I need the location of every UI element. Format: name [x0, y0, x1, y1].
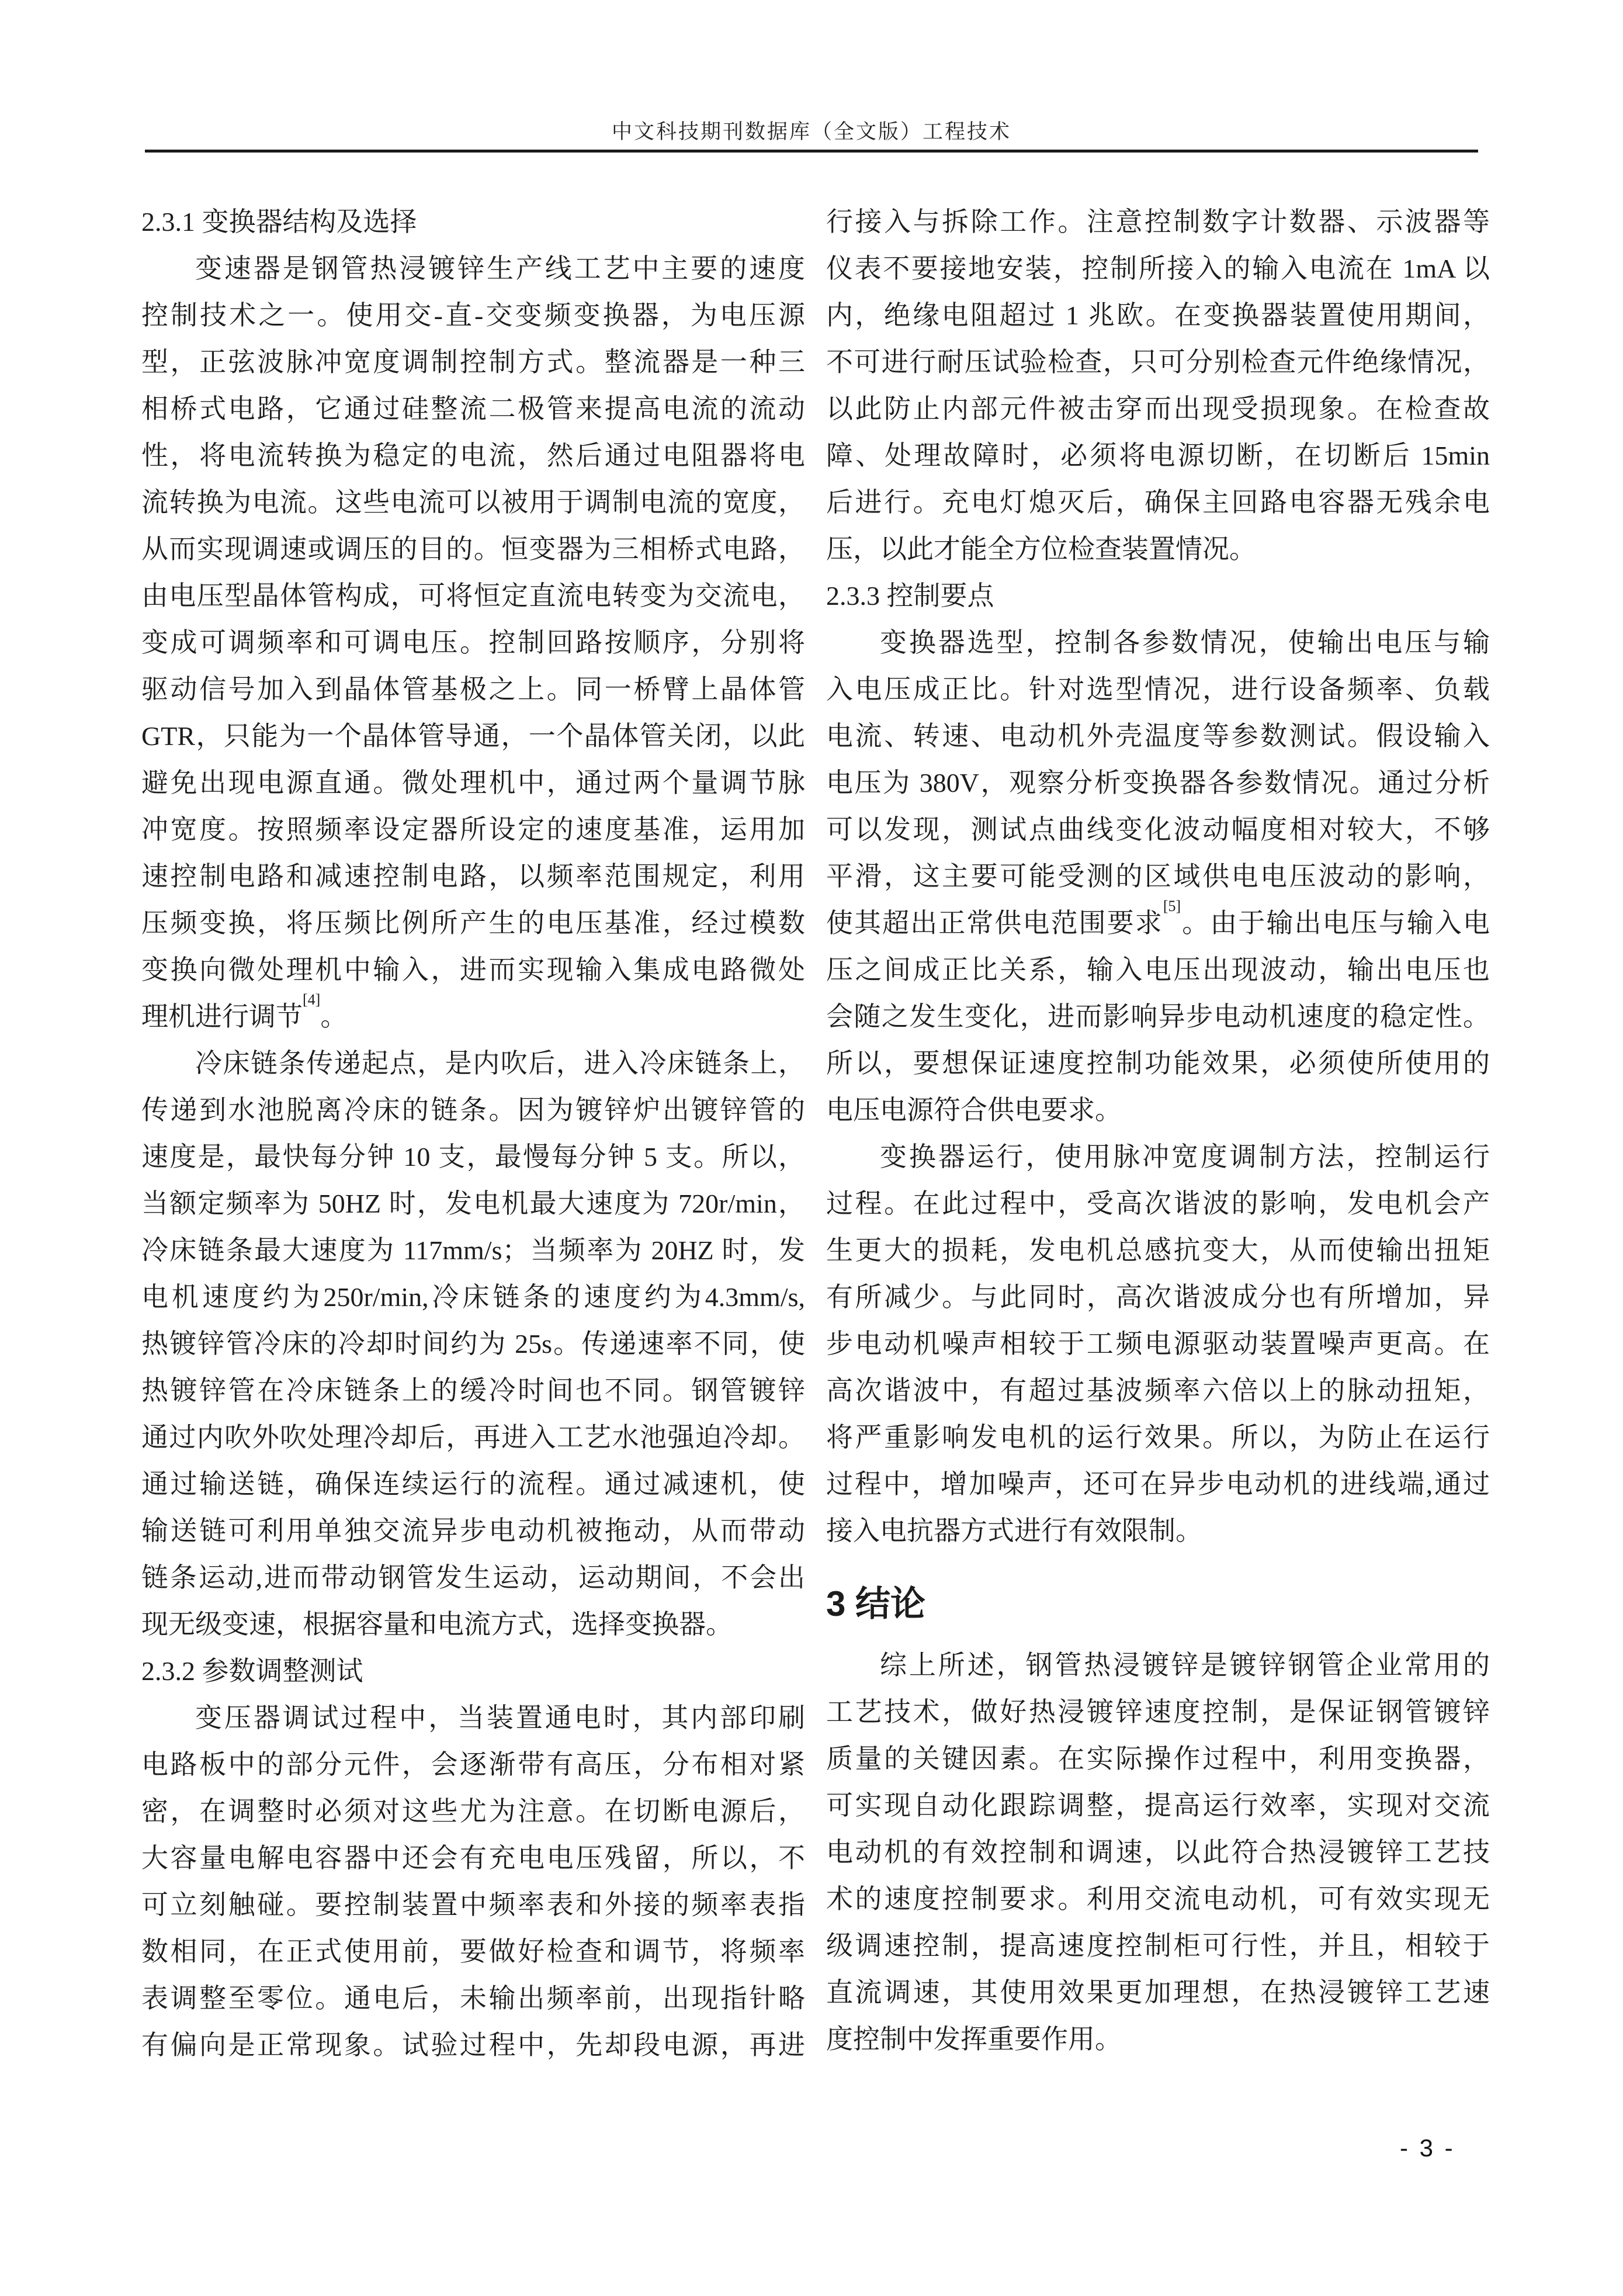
citation-ref: [4] [303, 991, 321, 1008]
section-heading: 3 结论 [826, 1584, 926, 1623]
text-line: 变成可调频率和可调电压。控制回路按顺序，分别将 [141, 628, 805, 657]
text-line: 将严重影响发电机的运行效果。所以，为防止在运行 [826, 1422, 1490, 1452]
text-line: 行接入与拆除工作。注意控制数字计数器、示波器等 [826, 207, 1490, 237]
text-line: 可实现自动化跟踪调整，提高运行效率，实现对交流 [826, 1791, 1490, 1820]
text-line: 高次谐波中，有超过基波频率六倍以上的脉动扭矩， [826, 1376, 1490, 1405]
text-line: 级调速控制，提高速度控制柜可行性，并且，相较于 [826, 1931, 1490, 1961]
text-line: 不可进行耐压试验检查，只可分别检查元件绝缘情况， [826, 347, 1490, 377]
text-line: 质量的关键因素。在实际操作过程中，利用变换器， [826, 1744, 1490, 1774]
text-line: 平滑，这主要可能受测的区域供电电压波动的影响， [826, 861, 1490, 891]
text-line: 度控制中发挥重要作用。 [826, 2024, 1122, 2054]
text-line: 工艺技术，做好热浸镀锌速度控制，是保证钢管镀锌 [826, 1697, 1490, 1727]
text-line: 接入电抗器方式进行有效限制。 [826, 1516, 1202, 1546]
text-line: 从而实现调速或调压的目的。恒变器为三相桥式电路， [141, 534, 805, 564]
subsection-heading: 2.3.3 控制要点 [826, 581, 994, 611]
text-line: 变换器运行，使用脉冲宽度调制方法，控制运行 [880, 1142, 1490, 1172]
text-line: 可以发现，测试点曲线变化波动幅度相对较大，不够 [826, 815, 1490, 844]
text-line: 通过输送链，确保连续运行的流程。通过减速机，使 [141, 1469, 805, 1499]
text-line: 障、处理故障时，必须将电源切断，在切断后 15min [826, 441, 1490, 470]
text-line: 当额定频率为 50HZ 时，发电机最大速度为 720r/min， [141, 1189, 805, 1218]
text-line: 电机速度约为250r/min,冷床链条的速度约为4.3mm/s, [141, 1282, 805, 1312]
text-line: 压，以此才能全方位检查装置情况。 [826, 534, 1256, 564]
journal-header: 中文科技期刊数据库（全文版）工程技术 [611, 120, 1011, 143]
text-line: 避免出现电源直通。微处理机中，通过两个量调节脉 [141, 768, 805, 798]
text-line: 生更大的损耗，发电机总感抗变大，从而使输出扭矩 [826, 1235, 1490, 1265]
text-line: 控制技术之一。使用交-直-交变频变换器，为电压源 [141, 300, 805, 330]
text-line: 性，将电流转换为稳定的电流，然后通过电阻器将电 [141, 441, 805, 470]
text-line: 使其超出正常供电范围要求[5]。由于输出电压与输入电 [826, 897, 1490, 938]
text-line: 密，在调整时必须对这些尤为注意。在切断电源后， [141, 1796, 805, 1826]
text-line: 冷床链条传递起点，是内吹后，进入冷床链条上， [195, 1048, 805, 1078]
right-column [826, 199, 1490, 2063]
text-line: 变速器是钢管热浸镀锌生产线工艺中主要的速度 [195, 254, 805, 283]
text-line: 仪表不要接地安装，控制所接入的输入电流在 1mA 以 [826, 254, 1490, 283]
text-line: 热镀锌管在冷床链条上的缓冷时间也不同。钢管镀锌 [141, 1376, 805, 1405]
subsection-heading: 2.3.2 参数调整测试 [141, 1656, 363, 1686]
text-line: 有所减少。与此同时，高次谐波成分也有所增加，异 [826, 1282, 1490, 1312]
text-line: 链条运动,进而带动钢管发生运动，运动期间，不会出 [141, 1563, 805, 1592]
text-line: 型，正弦波脉冲宽度调制控制方式。整流器是一种三 [141, 347, 805, 377]
text-line: 大容量电解电容器中还会有充电电压残留，所以，不 [141, 1843, 805, 1873]
text-line: 压频变换，将压频比例所产生的电压基准，经过模数 [141, 908, 805, 938]
left-column [141, 199, 805, 2069]
text-line: 通过内吹外吹处理冷却后，再进入工艺水池强迫冷却。 [141, 1422, 805, 1452]
text-line: 现无级变速，根据容量和电流方式，选择变换器。 [141, 1609, 733, 1639]
text-line: 内，绝缘电阻超过 1 兆欧。在变换器装置使用期间， [826, 300, 1490, 330]
text-line: 冲宽度。按照频率设定器所设定的速度基准，运用加 [141, 815, 805, 844]
text-line: 输送链可利用单独交流异步电动机被拖动，从而带动 [141, 1516, 805, 1546]
text-line: 综上所述，钢管热浸镀锌是镀锌钢管企业常用的 [880, 1650, 1490, 1680]
text-line: 传递到水池脱离冷床的链条。因为镀锌炉出镀锌管的 [141, 1095, 805, 1125]
text-line: 过程中，增加噪声，还可在异步电动机的进线端,通过 [826, 1469, 1490, 1499]
text-line: 可立刻触碰。要控制装置中频率表和外接的频率表指 [141, 1890, 805, 1920]
text-line: 数相同，在正式使用前，要做好检查和调节，将频率 [141, 1937, 805, 1966]
text-line: 电压为 380V，观察分析变换器各参数情况。通过分析 [826, 768, 1490, 798]
citation-ref: [5] [1163, 897, 1181, 915]
text-line: 电动机的有效控制和调速，以此符合热浸镀锌工艺技 [826, 1837, 1490, 1867]
text-line: 压之间成正比关系，输入电压出现波动，输出电压也 [826, 955, 1490, 985]
text-line: 理机进行调节[4]。 [141, 991, 348, 1031]
text-line: 表调整至零位。通电后，未输出频率前，出现指针略 [141, 1983, 805, 2013]
text-line: 变换器选型，控制各参数情况，使输出电压与输 [880, 628, 1490, 657]
text-line: 由电压型晶体管构成，可将恒定直流电转变为交流电， [141, 581, 805, 611]
text-line: 后进行。充电灯熄灭后，确保主回路电容器无残余电 [826, 487, 1490, 517]
text-line: 速控制电路和减速控制电路，以频率范围规定，利用 [141, 861, 805, 891]
text-line: 电压电源符合供电要求。 [826, 1095, 1122, 1125]
text-line: GTR，只能为一个晶体管导通，一个晶体管关闭，以此 [141, 721, 805, 751]
text-line: 步电动机噪声相较于工频电源驱动装置噪声更高。在 [826, 1329, 1490, 1359]
text-line: 术的速度控制要求。利用交流电动机，可有效实现无 [826, 1884, 1490, 1914]
text-line: 速度是，最快每分钟 10 支，最慢每分钟 5 支。所以， [141, 1142, 805, 1172]
text-line: 冷床链条最大速度为 117mm/s；当频率为 20HZ 时，发 [141, 1235, 805, 1265]
text-line: 变换向微处理机中输入，进而实现输入集成电路微处 [141, 955, 805, 985]
text-line: 以此防止内部元件被击穿而出现受损现象。在检查故 [826, 394, 1490, 424]
text-line: 会随之发生变化，进而影响异步电动机速度的稳定性。 [826, 1002, 1490, 1031]
text-line: 变压器调试过程中，当装置通电时，其内部印刷 [195, 1703, 805, 1733]
header-divider [145, 150, 1478, 153]
text-line: 电路板中的部分元件，会逐渐带有高压，分布相对紧 [141, 1750, 805, 1779]
text-line: 过程。在此过程中，受高次谐波的影响，发电机会产 [826, 1189, 1490, 1218]
text-line: 电流、转速、电动机外壳温度等参数测试。假设输入 [826, 721, 1490, 751]
text-line: 直流调速，其使用效果更加理想，在热浸镀锌工艺速 [826, 1978, 1490, 2007]
text-line: 有偏向是正常现象。试验过程中，先却段电源，再进 [141, 2030, 805, 2060]
page-number: - 3 - [1400, 2134, 1455, 2162]
text-line: 入电压成正比。针对选型情况，进行设备频率、负载 [826, 674, 1490, 704]
text-line: 流转换为电流。这些电流可以被用于调制电流的宽度， [141, 487, 805, 517]
text-line: 驱动信号加入到晶体管基极之上。同一桥臂上晶体管 [141, 674, 805, 704]
text-line: 热镀锌管冷床的冷却时间约为 25s。传递速率不同，使 [141, 1329, 805, 1359]
subsection-heading: 2.3.1 变换器结构及选择 [141, 207, 417, 237]
text-line: 所以，要想保证速度控制功能效果，必须使所使用的 [826, 1048, 1490, 1078]
text-line: 相桥式电路，它通过硅整流二极管来提高电流的流动 [141, 394, 805, 424]
